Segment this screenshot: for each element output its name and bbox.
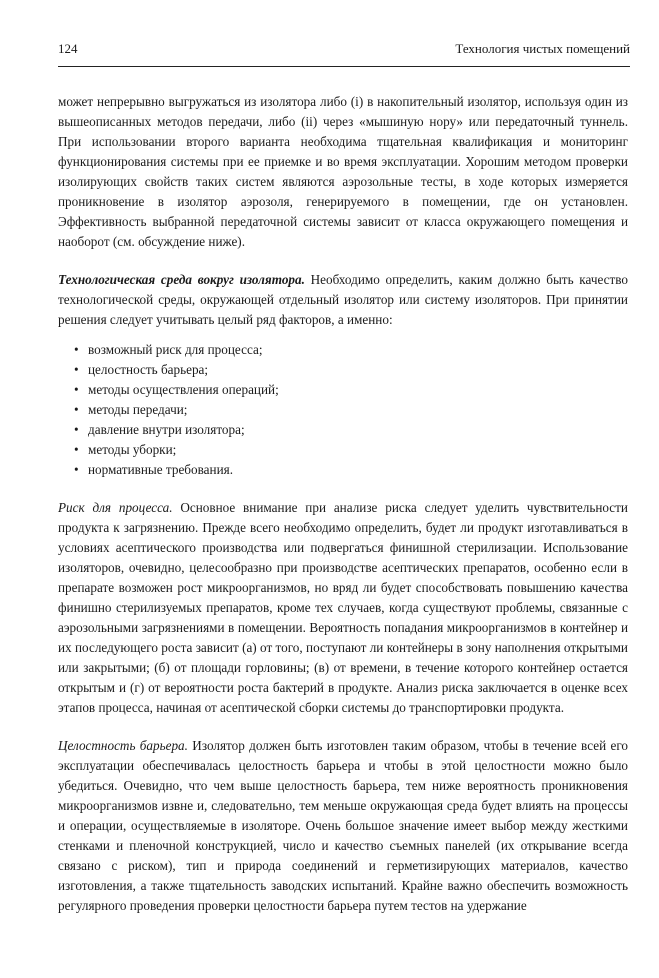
list-item-text: возможный риск для процесса; <box>88 342 263 357</box>
list-gap <box>58 330 628 340</box>
list-item-text: давление внутри изолятора; <box>88 422 245 437</box>
running-title: Технология чистых помещений <box>455 41 630 56</box>
list-item <box>74 380 628 400</box>
page-body <box>58 92 628 916</box>
list-item-text: нормативные требования. <box>88 462 233 477</box>
list-item <box>74 440 628 460</box>
section-lead-process-risk: Риск для процесса. <box>58 500 173 515</box>
paragraph-barrier-integrity-text: Изолятор должен быть изготовлен таким образом, чтобы в течение всей его эксплуатации обеспечивалась целостность барьера и чтобы в этой целостности можно было убедиться. Очевидно, что чем выше целостность барьера, тем ниже вероятность проникновения микроорганизмов извне и, следовательно, тем меньше окружающая среда будет влиять на процессы и операции, осуществляемые в изоляторе. Очень большое значение имеет выбор между жесткими стенками и пленочной конструкцией, число и качество съемных панелей (их открывание всегда связано с риском), тип и природа соединений и герметизирующих материалов, качество изготовления, а также тщательность заводских испытаний. Крайне важно обеспечить возможность регулярного проведения проверки целостности барьера путем тестов на удержание <box>58 738 628 913</box>
list-item-text: целостность барьера; <box>88 362 209 377</box>
list-item <box>74 340 628 360</box>
bullet-icon: • <box>74 422 79 437</box>
list-item-text: методы передачи; <box>88 402 188 417</box>
paragraph-environment-text: Необходимо определить, каким должно быть качество технологической среды, окружающей отдельный изолятор или систему изоляторов. При принятии решения следует учитывать целый ряд факторов, а именно: <box>58 272 628 327</box>
bullet-icon: • <box>74 382 79 397</box>
bullet-icon: • <box>74 442 79 457</box>
section-lead-barrier-integrity: Целостность барьера. <box>58 738 188 753</box>
section-lead-environment: Технологическая среда вокруг изолятора. <box>58 272 305 287</box>
list-item <box>74 460 628 480</box>
list-item-text: методы осуществления операций; <box>88 382 279 397</box>
bullet-icon: • <box>74 362 79 377</box>
paragraph-gap <box>58 252 628 270</box>
paragraph-process-risk-text: Основное внимание при анализе риска следует уделить чувствительности продукта к загрязнению. Прежде всего необходимо определить, будет ли продукт изготавливаться в условиях асептического производства или подвергаться финишной стерилизации. Использование изоляторов, очевидно, целесообразно при производстве асептических препаратов, особенно если в препарате возможен рост микроорганизмов, но вряд ли будет способствовать повышению качества финишно стерилизуемых препаратов, кроме тех случаев, когда существуют проблемы, связанные с аэрозольными загрязнениями в помещении. Вероятность попадания микроорганизмов в контейнер и их последующего роста зависит (а) от того, поступают ли контейнеры в зону наполнения открытыми или закрытыми; (б) от площади горловины; (в) от времени, в течение которого контейнер остается открытым и (г) от вероятности роста бактерий в продукте. Анализ риска заключается в оценке всех этапов процесса, начиная от асептической сборки системы до транспортировки продукта. <box>58 500 628 715</box>
list-item <box>74 360 628 380</box>
list-item <box>74 400 628 420</box>
list-item-text: методы уборки; <box>88 442 177 457</box>
bullet-icon: • <box>74 342 79 357</box>
paragraph-environment <box>58 270 628 330</box>
bullet-icon: • <box>74 402 79 417</box>
paragraph-process-risk <box>58 498 628 718</box>
paragraph-transfer: может непрерывно выгружаться из изолятора либо (i) в накопительный изолятор, используя один из вышеописанных методов передачи, либо (ii) через «мышиную нору» или передаточный туннель. При использовании второго варианта необходима тщательная квалификация и мониторинг функционирования системы при ее приемке и во время эксплуатации. Хорошим методом проверки изолирующих свойств таких систем являются аэрозольные тесты, в ходе которых измеряется проникновение в изолятор аэрозоля, генерируемого в помещении, где он установлен. Эффективность выбранной передаточной системы зависит от класса окружающего помещения и наоборот (см. обсуждение ниже). <box>58 94 628 249</box>
page-header <box>58 40 630 58</box>
paragraph-gap <box>58 480 628 498</box>
bullet-icon: • <box>74 462 79 477</box>
header-rule <box>58 66 630 67</box>
paragraph-barrier-integrity <box>58 736 628 916</box>
page-number: 124 <box>58 41 78 56</box>
factor-list <box>58 340 628 480</box>
list-item <box>74 420 628 440</box>
paragraph-gap <box>58 718 628 736</box>
